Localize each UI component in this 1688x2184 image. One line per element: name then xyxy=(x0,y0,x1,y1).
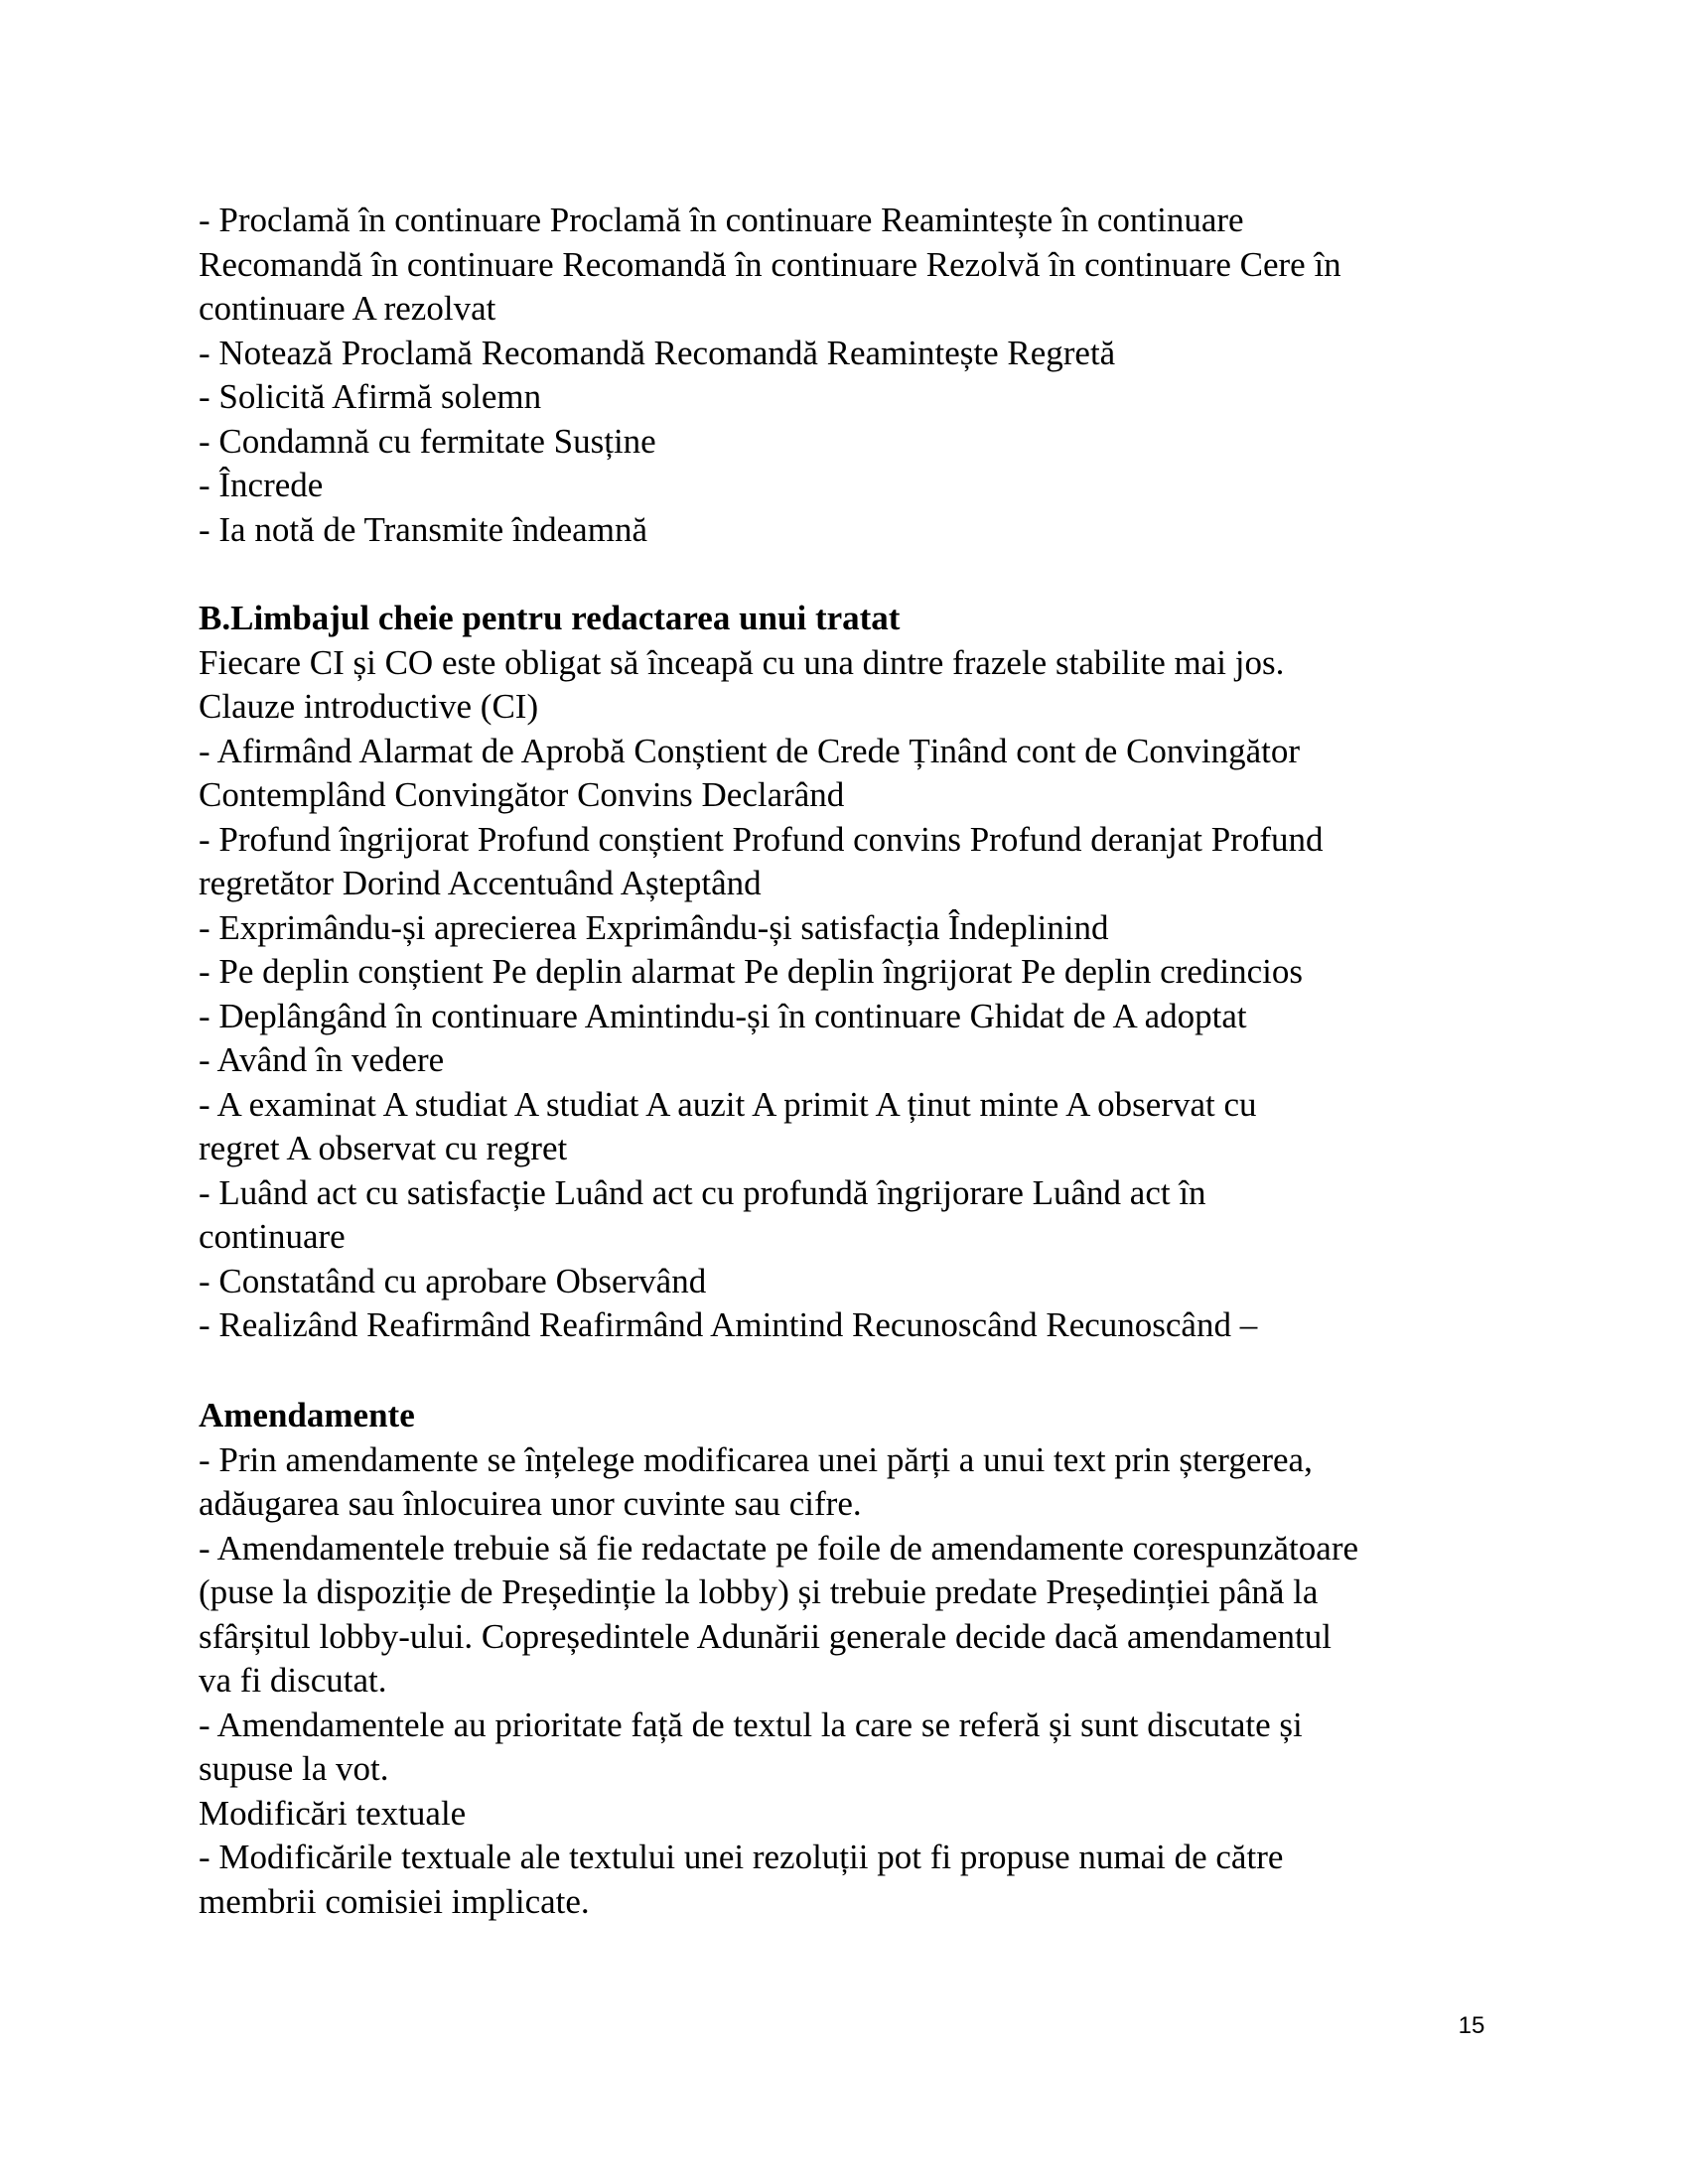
amendments-heading: Amendamente xyxy=(199,1396,415,1434)
text-line: - Deplângând în continuare Amintindu-și în continuare Ghidat de A adoptat xyxy=(199,996,1247,1035)
text-line: (puse la dispoziție de Președinție la lobby) și trebuie predate Președinției până la xyxy=(199,1572,1319,1611)
text-line: - Amendamentele au prioritate față de textul la care se referă și sunt discutate și xyxy=(199,1705,1303,1744)
text-line: - Proclamă în continuare Proclamă în continuare Reamintește în continuare xyxy=(199,201,1244,239)
text-line: regret A observat cu regret xyxy=(199,1129,568,1167)
text-line: regretător Dorind Accentuând Așteptând xyxy=(199,864,762,902)
text-line: - Condamnă cu fermitate Susține xyxy=(199,421,656,461)
text-line: continuare A rezolvat xyxy=(199,289,496,328)
text-line: - Amendamentele trebuie să fie redactate pe foile de amendamente corespunzătoare xyxy=(199,1528,1359,1568)
text-line: Fiecare CI și CO este obligat să înceapă cu una dintre frazele stabilite mai jos. xyxy=(199,642,1285,682)
text-line: - Realizând Reafirmând Reafirmând Amintind Recunoscând Recunoscând – xyxy=(199,1305,1258,1344)
text-line: - Modificările textuale ale textului unei rezoluții pot fi propuse numai de către xyxy=(199,1838,1284,1876)
proclamation-verbs-list xyxy=(199,199,1549,552)
section-b-heading: B.Limbajul cheie pentru redactarea unui tratat xyxy=(199,599,901,637)
amendments-section xyxy=(199,1394,1549,1924)
text-line: continuare xyxy=(199,1217,346,1256)
text-line: Clauze introductive (CI) xyxy=(199,687,539,726)
text-line: sfârșitul lobby-ului. Copreședintele Adunării generale decide dacă amendamentul xyxy=(199,1616,1332,1656)
text-line: - Profund îngrijorat Profund conștient Profund convins Profund deranjat Profund xyxy=(199,819,1324,859)
text-line: Recomandă în continuare Recomandă în continuare Rezolvă în continuare Cere în xyxy=(199,244,1341,284)
text-line: - Constatând cu aprobare Observând xyxy=(199,1261,707,1300)
text-line: membrii comisiei implicate. xyxy=(199,1881,590,1921)
text-line: - Prin amendamente se înțelege modificarea unei părți a unui text prin ștergerea, xyxy=(199,1439,1313,1479)
section-b-key-language xyxy=(199,597,1549,1348)
text-line: - Luând act cu satisfacție Luând act cu profundă îngrijorare Luând act în xyxy=(199,1172,1206,1212)
text-line: - A examinat A studiat A studiat A auzit A primit A ținut minte A observat cu xyxy=(199,1084,1257,1124)
text-line: - Solicită Afirmă solemn xyxy=(199,377,542,416)
text-line: - Pe deplin conștient Pe deplin alarmat Pe deplin îngrijorat Pe deplin credincios xyxy=(199,952,1303,991)
text-line: - Având în vedere xyxy=(199,1040,445,1079)
textual-modifications-subheading: Modificări textuale xyxy=(199,1793,467,1833)
text-line: - Exprimându-și aprecierea Exprimându-și satisfacția Îndeplinind xyxy=(199,907,1109,947)
text-line: - Ia notă de Transmite îndeamnă xyxy=(199,509,647,549)
text-line: supuse la vot. xyxy=(199,1749,389,1788)
text-line: adăugarea sau înlocuirea unor cuvinte sau cifre. xyxy=(199,1484,862,1523)
text-line: - Încrede xyxy=(199,466,324,504)
page-number: 15 xyxy=(1458,2012,1485,2039)
text-line: - Afirmând Alarmat de Aprobă Conștient de Crede Ținând cont de Convingător xyxy=(199,731,1301,770)
text-line: - Notează Proclamă Recomandă Recomandă Reamintește Regretă xyxy=(199,333,1116,372)
text-line: va fi discutat. xyxy=(199,1661,387,1700)
text-line: Contemplând Convingător Convins Declarând xyxy=(199,775,845,814)
